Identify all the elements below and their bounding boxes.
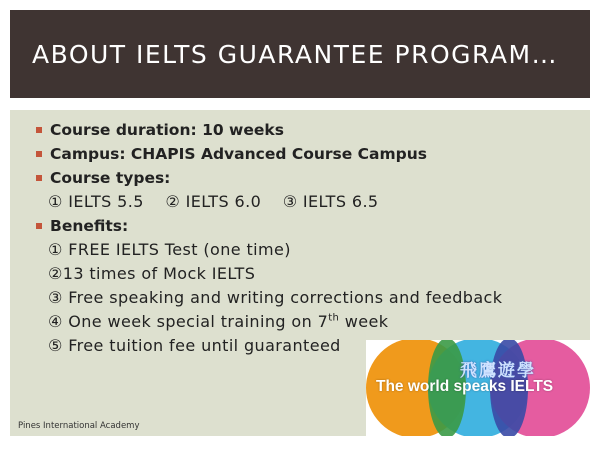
campus-item — [36, 142, 576, 166]
benefit-4-sup: th — [328, 312, 340, 324]
bullet-square-icon — [36, 151, 42, 157]
bullet-square-icon — [36, 223, 42, 229]
bullet-square-icon — [36, 175, 42, 181]
benefits-item — [36, 214, 576, 238]
benefit-4-text: ④ One week special training on 7 — [48, 312, 329, 331]
course-duration-text: Course duration: 10 weeks — [50, 121, 284, 139]
course-type-2: ② IELTS 6.0 — [165, 192, 262, 211]
benefit-4-suffix: week — [339, 312, 389, 331]
title-bar — [10, 10, 590, 98]
benefit-4 — [36, 310, 576, 334]
slide-title: ABOUT IELTS GUARANTEE PROGRAM… — [32, 39, 559, 69]
benefit-5: ⑤ Free tuition fee until guaranteed — [48, 336, 341, 355]
benefits-text: Benefits: — [50, 217, 129, 235]
benefit-3: ③ Free speaking and writing corrections and feedback — [48, 288, 503, 307]
bullet-square-icon — [36, 127, 42, 133]
benefit-1: ① FREE IELTS Test (one time) — [48, 240, 291, 259]
footer-academy-name: Pines International Academy — [18, 421, 140, 431]
logo-tagline: The world speaks IELTS — [376, 378, 554, 395]
course-types-text: Course types: — [50, 169, 171, 187]
bullet-list — [36, 118, 576, 358]
benefit-2: ②13 times of Mock IELTS — [48, 264, 256, 283]
course-type-1: ① IELTS 5.5 — [48, 192, 144, 211]
course-types-list — [36, 190, 576, 214]
logo-graphic — [366, 340, 590, 436]
course-duration-item — [36, 118, 576, 142]
logo-cjk-watermark: 飛鷹遊學 — [460, 361, 536, 381]
course-types-item — [36, 166, 576, 190]
course-type-3: ③ IELTS 6.5 — [282, 192, 379, 211]
campus-text: Campus: CHAPIS Advanced Course Campus — [50, 145, 428, 163]
